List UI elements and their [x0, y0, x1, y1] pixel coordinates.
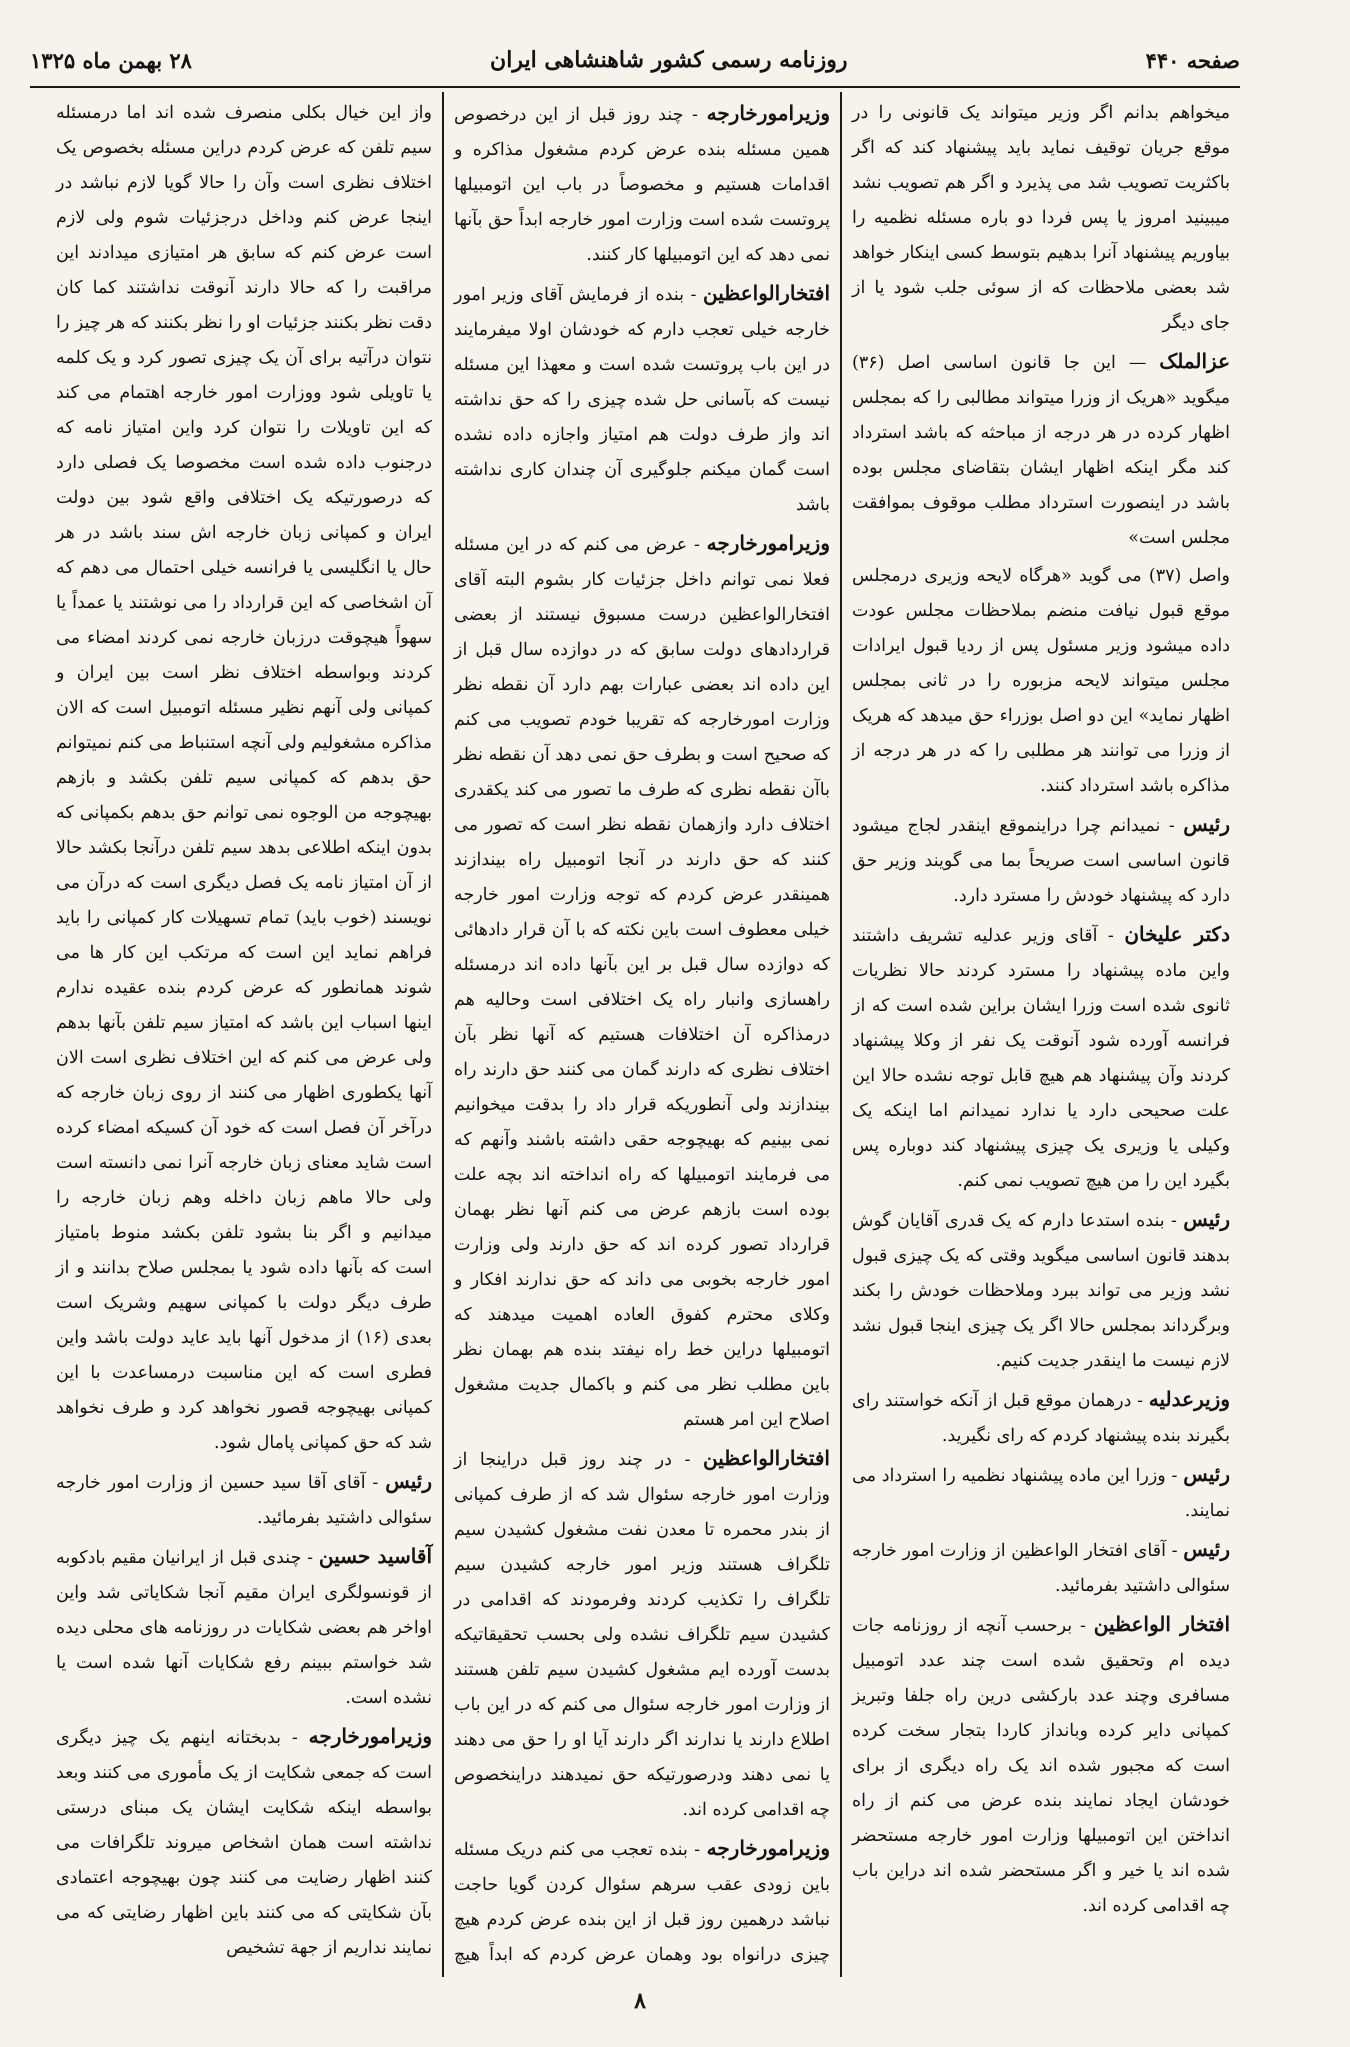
speaker-name: رئیس — [1183, 812, 1230, 836]
paragraph — [852, 559, 1230, 804]
paragraph — [852, 1607, 1230, 1924]
paragraph-text: - در چند روز قبل دراینجا از وزارت امور خارجه سئوال شد که از طرف کمپانی از بندر محمره تا معدن نفت مشغول کشیدن سیم تلگراف هستند وزیر امور خارجه کشیدن سیم تلگراف را تکذیب کردند وفرمودند که اقدامی در کشیدن سیم تلگراف نشده ولی بحسب تحقیقاتیکه بدست آورده ایم مشغول کشیدن سیم تلفن هستند از وزارت امور خارجه سئوال می کنم که در این باب اطلاع دارند یا ندارند اگر دارند آیا او را حق می دهند یا نمی دهند ودرصورتیکه حق نمیدهند دراینخصوص چه اقدامی کرده اند. — [454, 1450, 830, 1820]
paragraph — [852, 1532, 1230, 1604]
paragraph-text: - بنده استدعا دارم که یک قدری آقایان گوش بدهند قانون اساسی میگوید وقتی که یک چیزی قبول نشد وزیر می تواند ببرد وملاحظات خودش را بکند وبرگرداند بمجلس حالا اگر یک چیزی اینجا قبول نشد لازم نیست ما اینقدر جدیت کنیم. — [852, 1211, 1230, 1371]
text-columns — [30, 92, 1240, 1977]
paragraph — [454, 96, 830, 273]
paragraph — [852, 1457, 1230, 1529]
paragraph — [852, 1202, 1230, 1379]
paragraph — [454, 526, 830, 1438]
paragraph — [56, 1464, 432, 1536]
paragraph-text: — این جا قانون اساسی اصل (۳۶) میگوید «هریک از وزرا میتواند مطالبی را که بمجلس اظهار کرده در هر درجه از مباحثه که باشد استرداد کند مگر اینکه اظهار ایشان بتقاضای مجلس بوده باشد در اینصورت استرداد مطلب موقوف بموافقت مجلس است» — [852, 353, 1230, 548]
paragraph — [56, 1539, 432, 1716]
paragraph-text: - وزرا این ماده پیشنهاد نظمیه را استرداد می نمایند. — [852, 1466, 1230, 1521]
paragraph-text: میخواهم بدانم اگر وزیر میتواند یک قانونی را در موقع جریان توقیف نماید باید پیشنهاد کند که اگر باکثریت تصویب شد می پذیرد و اگر هم تصویب نشد میبینید امروز یا پس فردا دو باره مسئله نظمیه را بیاوریم پیشنهاد آنرا بدهیم بتوسط کسی اینکار خواهد شد بعضی ملاحظات که از سوئی جلب شود یا از جای دیگر — [852, 103, 1230, 333]
paragraph-text: - آقای وزیر عدلیه تشریف داشتند واین ماده پیشنهاد را مسترد کردند حالا نظریات ثانوی شده است وزرا ایشان براین شده است که از فرانسه آورده شود آنوقت یک نفر از وکلا پیشنهاد کردند وآن پیشنهاد هم هیچ قابل توجه نشده حالا این علت صحیحی دارد یا ندارد نمیدانم اما اینکه یک وکیلی یا وزیری یک چیزی پیشنهاد کند دوباره پس بگیرد این را من هیچ تصویب نمی کنم. — [852, 926, 1230, 1191]
speaker-name: رئیس — [1183, 1537, 1230, 1561]
paragraph-text: - بنده از فرمایش آقای وزیر امور خارجه خیلی تعجب دارم که خودشان اولا میفرمایند در این باب پروتست شده است و معهذا این مسئله نیست که بآسانی حل شده چیزی را که حق نداشته اند واز طرف دولت هم امتیاز واجازه داده نشده است گمان میکنم جلوگیری آن چندان کاری نداشته باشد — [454, 285, 830, 515]
paragraph — [56, 96, 432, 1461]
paragraph-text: واصل (۳۷) می گوید «هرگاه لایحه وزیری درمجلس موقع قبول نیافت منضم بملاحظات مجلس عودت داده میشود وزیر مسئول پس از ردیا قبول ایرادات مجلس میتواند لایحه مزبوره را در ثانی بمجلس اظهار نماید» این دو اصل بوزراء حق میدهد که هریک از وزرا می توانند هر مطلبی را که در هر درجه از مذاکره باشد استرداد کنند. — [852, 566, 1230, 796]
speaker-name: وزیرامورخارجه — [706, 1836, 830, 1860]
paragraph — [852, 96, 1230, 341]
column-right — [842, 92, 1240, 1977]
speaker-name: عزالملک — [1159, 349, 1230, 373]
speaker-name: رئیس — [1183, 1462, 1230, 1486]
issue-date: ۲۸ بهمن ماه ۱۳۲۵ — [30, 47, 192, 73]
paragraph — [454, 276, 830, 523]
masthead — [30, 38, 1240, 82]
speaker-name: رئیس — [1183, 1207, 1230, 1231]
paragraph — [56, 1719, 432, 1966]
paragraph-text: واز این خیال بکلی منصرف شده اند اما درمسئله سیم تلفن که عرض کردم دراین مسئله بخصوص یک اختلاف نظری است وآن را حالا گویا لازم نباشد در اینجا عرض کنم وداخل درجزئیات شوم ولی لازم است عرض کنم که سابق هر امتیازی میدادند این مراقبت را که حالا دارند آنوقت نداشتند کما کان دقت نظر بکنند جزئیات او را نظر بکنند که هر چیز را نتوان درآتیه برای آن یک چیزی تصور کرد و یک کلمه یا تاویلی شود ووزارت امور خارجه اهتمام می کند که این تاویلات را نتوان کرد واین امتیاز نامه که درجنوب داده شده است مخصوصا یک فصلی دارد که درصورتیکه یک اختلافی واقع شود بین دولت ایران و کمپانی زبان خارجه اش سند باشد در هر حال یا انگلیسی یا فرانسه خیلی احتمال می دهم که آن اشخاصی که این قرارداد را می نوشتند یا عمداً یا سهواً هیچوقت درزبان خارجه نمی کردند امضاء می کردند وبواسطه اختلاف نظر است بین ایران و کمپانی ولی آنهم نظیر مسئله اتومبیل است که الان مذاکره مشغولیم ولی آنچه استنباط می کنم نمیتوانم حق بدهم که کمپانی سیم تلفن بکشد و بازهم بهیچوجه من الوجوه نمی توانم حق بدهم بکمپانی که بدون اینکه اطلاعی بدهد سیم تلفن درآنجا بکشد حالا از آن امتیاز نامه یک فصل دیگری است که درآن می نویسند (خوب باید) تمام تسهیلات کار کمپانی را باید فراهم نماید این است که مرتکب این کار ها می شوند همانطور که عرض کردم بنده عقیده ندارم اینها اسباب این باشد که امتیاز سیم تلفن بآنها بدهم ولی عرض می کنم که این اختلاف نظری است الان آنها یکطوری اظهار می کنند از روی زبان خارجه که درآخر آن فصل است که خود آن کسیکه امضاء کرده است شاید معنای زبان خارجه آنرا نمی دانسته است ولی حالا ماهم زبان داخله وهم زبان خارجه را میدانیم و اگر بنا بشود تلفن بکشد منوط بامتیاز است که بآنها داده شود یا بمجلس صلاح بدانند و از طرف دیگر دولت با کمپانی سهیم وشریک است بعدی (۱۶) از مدخول آنها باید عاید دولت باشد واین فطری است که این مناسبت درمساعدت با این کمپانی بهیچوجه قصور نخواهد کرد و طرف نخواهد شد که حق کمپانی پامال شود. — [56, 103, 432, 1453]
paragraph — [852, 917, 1230, 1199]
paragraph-text: - درهمان موقع قبل از آنکه خواستند رای بگیرند بنده پیشنهاد کردم که رای نگیرید. — [852, 1391, 1230, 1446]
speaker-name: افتخارالواعظین — [703, 281, 830, 305]
paragraph-text: - آقای افتخار الواعظین از وزارت امور خارجه سئوالی داشتید بفرمائید. — [852, 1541, 1230, 1596]
speaker-name: دکتر علیخان — [1124, 922, 1230, 946]
paragraph — [852, 1382, 1230, 1454]
paragraph — [454, 1831, 830, 1977]
speaker-name: وزیرامورخارجه — [308, 1724, 432, 1748]
paragraph — [852, 344, 1230, 556]
speaker-name: وزیرعدلیه — [1148, 1387, 1230, 1411]
paragraph-text: - بدبختانه اینهم یک چیز دیگری است که جمعی شکایت از یک مأموری می کنند وبعد بواسطه اینکه شکایت ایشان یک مبنای درستی نداشته است همان اشخاص میروند تلگرافات می کنند اظهار رضایت می کنند چون بهیچوجه اعتمادی بآن شکایتی که می کنند باین اظهار رضایتی که می نمایند نداریم از جهة تشخیص — [56, 1728, 432, 1958]
header-rule — [30, 86, 1240, 88]
speaker-name: وزیرامورخارجه — [706, 101, 830, 125]
speaker-name: وزیرامورخارجه — [706, 531, 830, 555]
page-label: صفحه ۴۴۰ — [1145, 47, 1240, 73]
paragraph-text: - عرض می کنم که در این مسئله فعلا نمی توانم داخل جزئیات کار بشوم البته آقای افتخارالواعظین درست مسبوق نیستند از بعضی قراردادهای دولت سابق که در دوازده سال قبل از این داده اند بعضی عبارات بهم دارد آن نقطه نظر وزارت امورخارجه که تقریبا خودم تصویب می کنم که صحیح است و بطرف حق نمی دهد آن نقطه نظر باآن نقطه نظری که طرف ما تصور می کند یکقدری اختلاف دارد وازهمان نقطه نظر است که تصور می کنند که حق دارند در آنجا اتومبیل راه بیندازند همینقدر عرض کردم که توجه وزارت امور خارجه خیلی معطوف است باین نکته که با آن قرار دادهائی که دوازده سال قبل بر این بآنها داده اند درمسئله راهسازی وانبار راه یک اختلافی است وحالیه هم درمذاکره آن اختلافات هستیم که آنها نظر بآن اختلاف نظری که دارند گمان می کنند حق دارند راه بیندازند ولی آنطوریکه قرار داد را بدقت میخوانیم نمی بینیم که بهیچوجه حقی داشته باشند وآنهم که می فرمایند اتومبیلها که راه انداخته اند بچه علت بوده است بازهم عرض می کنم آنها نظر بهمان قرارداد تصور کرده اند که حق دارند ولی وزارت امور خارجه بخوبی می داند که حق ندارند افکار و وکلای محترم کفوق العاده اهمیت میدهند که اتومبیلها دراین خط راه نیفتد بنده هم بهمان نظر باین مطلب نظر می کنم و باکمال جدیت مشغول اصلاح این امر هستم — [454, 535, 830, 1430]
paragraph — [852, 807, 1230, 914]
paragraph-text: - چند روز قبل از این درخصوص همین مسئله بنده عرض کردم مشغول مذاکره و اقدامات هستیم و مخصوصاً در باب این اتومبیلها پروتست شده است وزارت امور خارجه ابداً حق بآنها نمی دهد که این اتومبیلها کار کنند. — [454, 105, 830, 265]
paragraph-text: - چندی قبل از ایرانیان مقیم بادکوبه از قونسولگری ایران مقیم آنجا شکایاتی شد واین اواخر هم بعضی شکایات در روزنامه های محلی دیده شد خواستم ببینم رفع شکایات آنها شده است یا نشده است. — [56, 1548, 432, 1708]
speaker-name: افتخار الواعظین — [1093, 1612, 1230, 1636]
paragraph-text: - بنده تعجب می کنم دریک مسئله باین زودی عقب سرهم سئوال کردن گویا حاجت نباشد درهمین روز قبل از این بنده عرض کردم هیچ چیزی درانواه بود وهمان عرض کردم که ابداً هیچ — [454, 1840, 830, 1965]
speaker-name: رئیس — [385, 1469, 432, 1493]
newspaper-title: روزنامه رسمی کشور شاهنشاهی ایران — [490, 47, 848, 73]
speaker-name: آقاسید حسین — [318, 1544, 432, 1568]
paragraph-text: - برحسب آنچه از روزنامه جات دیده ام وتحقیق شده است چند عدد اتومبیل مسافری وچند عدد بارکشی درین راه جلفا وتبریز کمپانی دایر کرده وبانداز کاردا بتجار سخت کرده است که مجبور شده اند یک راه دیگری از برای خودشان ایجاد نمایند بنده عرض می کنم از راه انداختن این اتومبیلها وزارت امور خارجه مستحضر شده اند یا خیر و اگر مستحضر شده اند دراین باب چه اقدامی کرده اند. — [852, 1616, 1230, 1916]
paragraph-text: - نمیدانم چرا دراینموقع اینقدر لجاج میشود قانون اساسی است صریحاً بما می گویند وزیر حق دارد که پیشنهاد خودش را مسترد دارد. — [852, 816, 1230, 906]
column-middle — [444, 92, 842, 1977]
speaker-name: افتخارالواعظین — [703, 1446, 830, 1470]
paragraph-text: - آقای آقا سید حسین از وزارت امور خارجه سئوالی داشتید بفرمائید. — [56, 1473, 432, 1528]
page-number: ۸ — [634, 1988, 646, 2014]
paragraph — [454, 1441, 830, 1828]
column-left — [46, 92, 444, 1977]
